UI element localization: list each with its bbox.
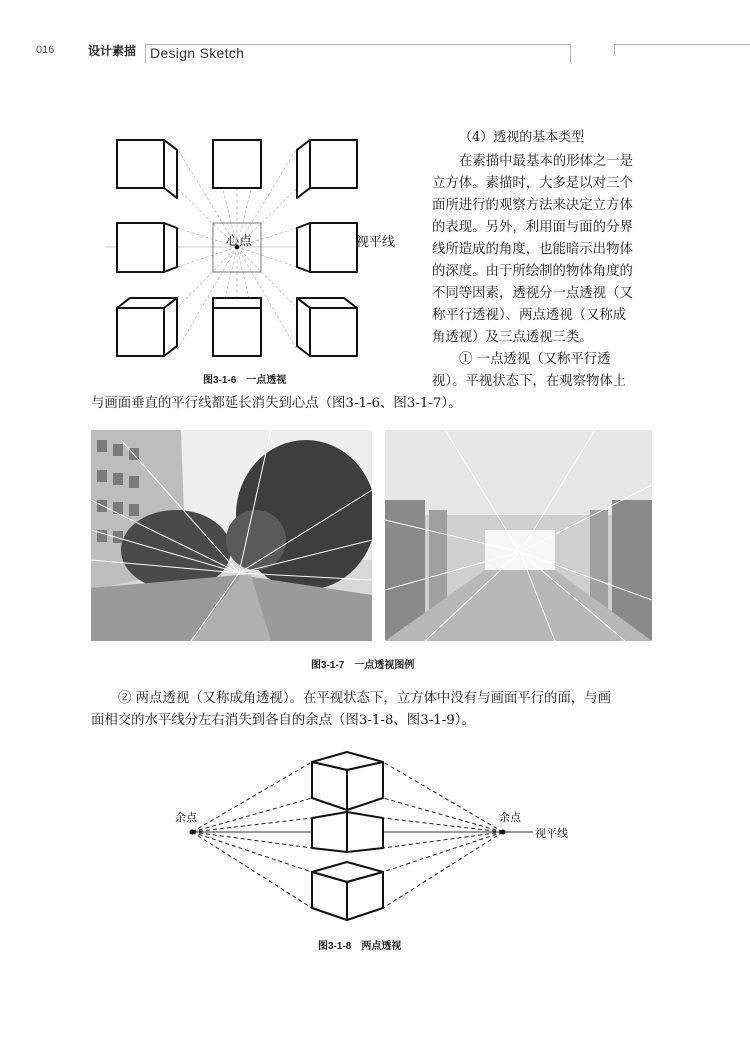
left-vp-label: 余点 bbox=[175, 811, 197, 824]
right-vanishing-point bbox=[501, 830, 506, 835]
paragraph-line: 与画面垂直的平行线都延长消失到心点（图3-1-6、图3-1-7）。 bbox=[91, 396, 462, 411]
cube-top-left bbox=[117, 140, 177, 198]
english-title: Design Sketch bbox=[150, 45, 245, 61]
paragraph-line: ① 一点透视（又称平行透 bbox=[459, 352, 611, 367]
left-vanishing-point bbox=[190, 830, 195, 835]
one-point-perspective-diagram bbox=[100, 130, 410, 370]
page-number: 016 bbox=[36, 44, 55, 56]
paragraph-line: 在素描中最基本的形体之一是 bbox=[459, 154, 634, 169]
paragraph-line: 的深度。由于所绘制的物体角度的 bbox=[432, 264, 633, 279]
book-title: 设计素描 bbox=[88, 44, 137, 58]
cube-bottom-right bbox=[297, 298, 357, 356]
paragraph-line: 线所造成的角度，也能暗示出物体 bbox=[432, 242, 633, 257]
cube-above-horizon bbox=[312, 752, 383, 810]
caption-fig-3-1-6: 图3-1-6 一点透视 bbox=[203, 375, 287, 386]
cube-on-horizon bbox=[312, 812, 383, 852]
cube-bottom-left bbox=[117, 298, 177, 356]
paragraph-line: 面所进行的观察方法来决定立方体 bbox=[432, 198, 633, 213]
horizon-label: 视平线 bbox=[535, 827, 568, 840]
caption-fig-3-1-8: 图3-1-8 两点透视 bbox=[318, 941, 402, 952]
cube-middle-left bbox=[117, 223, 177, 272]
horizon-label: 视平线 bbox=[356, 235, 396, 250]
two-point-perspective-diagram bbox=[165, 740, 585, 930]
right-vp-label: 余点 bbox=[499, 811, 521, 824]
cube-top-right bbox=[297, 140, 357, 198]
center-point-label: 心点 bbox=[226, 234, 253, 249]
cube-top-center bbox=[213, 140, 261, 188]
cube-middle-right bbox=[297, 223, 357, 272]
paragraph-line: ② 两点透视（又称成角透视）。在平视状态下，立方体中没有与画面平行的面，与画 bbox=[118, 691, 612, 706]
paragraph-line: 角透视）及三点透视三类。 bbox=[432, 330, 593, 345]
paragraph-line: 称平行透视）、两点透视（又称成 bbox=[432, 308, 627, 323]
street-photo bbox=[91, 430, 372, 641]
caption-fig-3-1-7: 图3-1-7 一点透视图例 bbox=[311, 660, 415, 671]
section-heading: （4）透视的基本类型 bbox=[459, 130, 585, 145]
paragraph-line: 不同等因素，透视分一点透视（又 bbox=[432, 286, 633, 301]
cube-below-horizon bbox=[312, 862, 383, 920]
corridor-photo bbox=[385, 430, 652, 641]
paragraph-line: 的表现。另外，利用面与面的分界 bbox=[432, 220, 633, 235]
paragraph-line: 面相交的水平线分左右消失到各自的余点（图3-1-8、图3-1-9）。 bbox=[91, 713, 475, 728]
cube-bottom-center bbox=[213, 298, 261, 356]
paragraph-line: 视）。平视状态下，在观察物体上 bbox=[432, 374, 627, 389]
paragraph-line: 立方体。素描时，大多是以对三个 bbox=[432, 176, 633, 191]
header-rule bbox=[614, 44, 750, 55]
